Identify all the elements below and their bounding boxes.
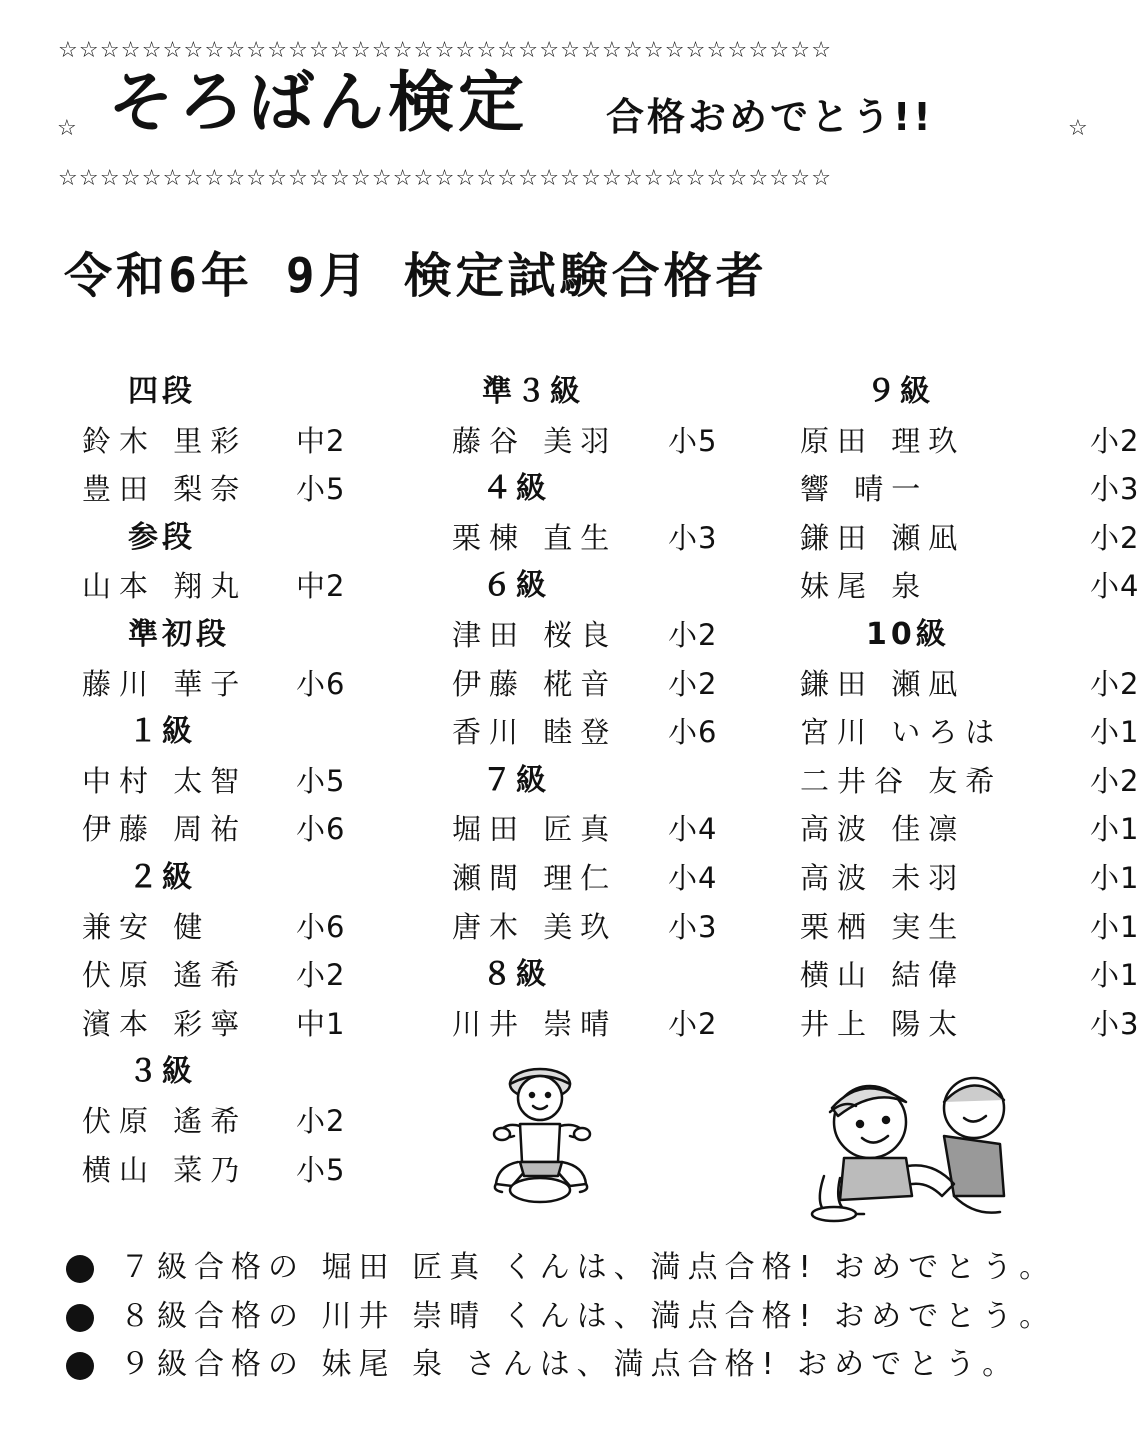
school-year: 小2 — [1090, 666, 1140, 701]
bullet-icon — [66, 1304, 94, 1332]
passer-name: 山本 翔丸 — [82, 569, 248, 604]
passer-row — [82, 903, 362, 952]
results-column-2 — [452, 368, 732, 1048]
passer-row — [82, 562, 362, 611]
grade-heading — [452, 757, 732, 806]
school-year: 小6 — [296, 909, 346, 944]
passer-name: 高波 佳凛 — [800, 812, 966, 847]
school-year: 小3 — [668, 520, 718, 555]
passer-name: 二井谷 友希 — [800, 763, 1003, 798]
passer-row — [800, 660, 1140, 709]
passer-name: 鎌田 瀬凪 — [800, 520, 966, 555]
grade-label: 準３級 — [482, 374, 584, 409]
grade-label: ６級 — [482, 568, 550, 604]
passer-name: 鈴木 里彩 — [82, 423, 248, 458]
grade-heading — [82, 1048, 362, 1097]
grade-heading — [82, 854, 362, 903]
passer-row — [82, 1097, 362, 1146]
passer-row — [82, 757, 362, 806]
school-year: 小1 — [1090, 909, 1140, 944]
grade-label: 参段 — [128, 519, 196, 555]
school-year: 小5 — [296, 472, 346, 507]
passer-name: 鎌田 瀬凪 — [800, 666, 966, 701]
child-exercising-illustration — [488, 1062, 618, 1208]
passer-name: 瀬間 理仁 — [452, 860, 618, 895]
passer-name: 伏原 遙希 — [82, 958, 248, 993]
passer-name: 藤川 華子 — [82, 666, 248, 701]
grade-label: ７級 — [482, 762, 550, 798]
school-year: 小1 — [1090, 860, 1140, 895]
passer-row — [800, 562, 1140, 611]
passer-name: 唐木 美玖 — [452, 909, 618, 944]
school-year: 小6 — [296, 666, 346, 701]
school-year: 小5 — [668, 423, 718, 458]
school-year: 小2 — [1090, 423, 1140, 458]
passer-name: 栗栖 実生 — [800, 909, 966, 944]
school-year: 小2 — [296, 958, 346, 993]
school-year: 小3 — [1090, 1006, 1140, 1041]
left-star-icon: ☆ — [57, 116, 77, 141]
passer-row — [452, 854, 732, 903]
passer-row — [800, 903, 1140, 952]
grade-heading — [452, 951, 732, 1000]
passer-name: 妹尾 泉 — [800, 569, 929, 604]
note-text: ９級合格の 妹尾 泉 さんは、満点合格! おめでとう。 — [120, 1347, 1020, 1382]
school-year: 小6 — [296, 812, 346, 847]
passer-row — [800, 951, 1140, 1000]
school-year: 小5 — [296, 1152, 346, 1187]
passer-row — [800, 805, 1140, 854]
grade-label: 準初段 — [128, 616, 230, 652]
grade-heading — [800, 611, 1090, 660]
passer-row — [800, 465, 1140, 514]
passer-name: 横山 菜乃 — [82, 1152, 248, 1187]
grade-label: ８級 — [482, 957, 550, 993]
school-year: 小3 — [1090, 472, 1140, 507]
school-year: 小1 — [1090, 715, 1140, 750]
passer-row — [452, 514, 732, 563]
passer-row — [452, 611, 732, 660]
school-year: 小2 — [668, 666, 718, 701]
school-year: 小2 — [668, 617, 718, 652]
passer-name: 高波 未羽 — [800, 860, 966, 895]
results-column-1 — [82, 368, 362, 1194]
passer-name: 伊藤 周祐 — [82, 812, 248, 847]
passer-row — [82, 1000, 362, 1049]
passer-name: 響 晴一 — [800, 472, 929, 507]
passer-name: 中村 太智 — [82, 763, 248, 798]
grade-label: ２級 — [128, 859, 196, 895]
top-star-border: ☆☆☆☆☆☆☆☆☆☆☆☆☆☆☆☆☆☆☆☆☆☆☆☆☆☆☆☆☆☆☆☆☆☆☆☆☆ — [58, 38, 833, 63]
passer-row — [800, 1000, 1140, 1049]
passer-row — [800, 417, 1140, 466]
grade-heading — [452, 562, 732, 611]
passer-name: 川井 崇晴 — [452, 1006, 618, 1041]
grade-heading — [452, 465, 732, 514]
passer-row — [452, 660, 732, 709]
passer-row — [452, 1000, 732, 1049]
passer-name: 津田 桜良 — [452, 617, 618, 652]
bullet-icon — [66, 1352, 94, 1380]
passer-name: 栗棟 直生 — [452, 520, 618, 555]
passer-name: 原田 理玖 — [800, 423, 966, 458]
grade-heading — [82, 514, 362, 563]
grade-heading — [82, 708, 362, 757]
bottom-star-border: ☆☆☆☆☆☆☆☆☆☆☆☆☆☆☆☆☆☆☆☆☆☆☆☆☆☆☆☆☆☆☆☆☆☆☆☆☆ — [58, 166, 833, 191]
grade-heading — [800, 368, 1090, 417]
grade-label: １級 — [128, 714, 196, 750]
passer-row — [82, 465, 362, 514]
note-text: ７級合格の 堀田 匠真 くんは、満点合格! おめでとう。 — [120, 1250, 1057, 1285]
two-children-sitting-illustration — [804, 1066, 1014, 1224]
passer-row — [82, 660, 362, 709]
school-year: 中1 — [296, 1006, 346, 1041]
grade-heading — [82, 368, 362, 417]
grade-label: ９級 — [866, 374, 934, 409]
passer-row — [452, 903, 732, 952]
passer-name: 藤谷 美羽 — [452, 423, 618, 458]
passer-name: 香川 睦登 — [452, 715, 618, 750]
passer-name: 井上 陽太 — [800, 1006, 966, 1041]
passer-name: 横山 結偉 — [800, 958, 966, 993]
grade-heading — [82, 611, 362, 660]
passer-row — [800, 854, 1140, 903]
passer-row — [82, 417, 362, 466]
passer-name: 兼安 健 — [82, 909, 211, 944]
passer-row — [452, 417, 732, 466]
passer-name: 豊田 梨奈 — [82, 472, 248, 507]
school-year: 小1 — [1090, 958, 1140, 993]
passer-row — [452, 708, 732, 757]
passer-row — [800, 708, 1140, 757]
grade-label: 四段 — [128, 374, 196, 409]
passer-row — [452, 805, 732, 854]
congratulations-heading: 合格おめでとう!! — [606, 95, 934, 139]
passer-name: 伊藤 椛音 — [452, 666, 618, 701]
note-text: ８級合格の 川井 崇晴 くんは、満点合格! おめでとう。 — [120, 1298, 1057, 1334]
school-year: 小4 — [668, 860, 718, 895]
school-year: 中2 — [296, 569, 346, 604]
passer-row — [82, 1146, 362, 1195]
grade-label: ４級 — [482, 471, 550, 507]
passer-row — [800, 514, 1140, 563]
school-year: 小2 — [296, 1103, 346, 1138]
passer-name: 宮川 いろは — [800, 715, 1003, 750]
passer-row — [800, 757, 1140, 806]
page-title: そろばん検定 — [108, 64, 528, 141]
school-year: 小2 — [668, 1006, 718, 1041]
grade-heading — [452, 368, 732, 417]
grade-label: 10級 — [866, 616, 950, 652]
school-year: 小4 — [668, 812, 718, 847]
school-year: 小4 — [1090, 569, 1140, 604]
school-year: 小3 — [668, 909, 718, 944]
grade-label: ３級 — [128, 1054, 196, 1090]
passer-name: 伏原 遙希 — [82, 1103, 248, 1138]
school-year: 小5 — [296, 763, 346, 798]
right-star-icon: ☆ — [1068, 116, 1088, 141]
passer-name: 堀田 匠真 — [452, 812, 618, 847]
school-year: 中2 — [296, 423, 346, 458]
school-year: 小1 — [1090, 812, 1140, 847]
passer-row — [82, 951, 362, 1000]
exam-subtitle: 令和6年 9月 検定試験合格者 — [64, 248, 768, 304]
school-year: 小2 — [1090, 520, 1140, 555]
bullet-icon — [66, 1255, 94, 1283]
passer-row — [82, 805, 362, 854]
passer-name: 濱本 彩寧 — [82, 1006, 248, 1041]
school-year: 小2 — [1090, 763, 1140, 798]
school-year: 小6 — [668, 715, 718, 750]
results-column-3 — [800, 368, 1140, 1048]
